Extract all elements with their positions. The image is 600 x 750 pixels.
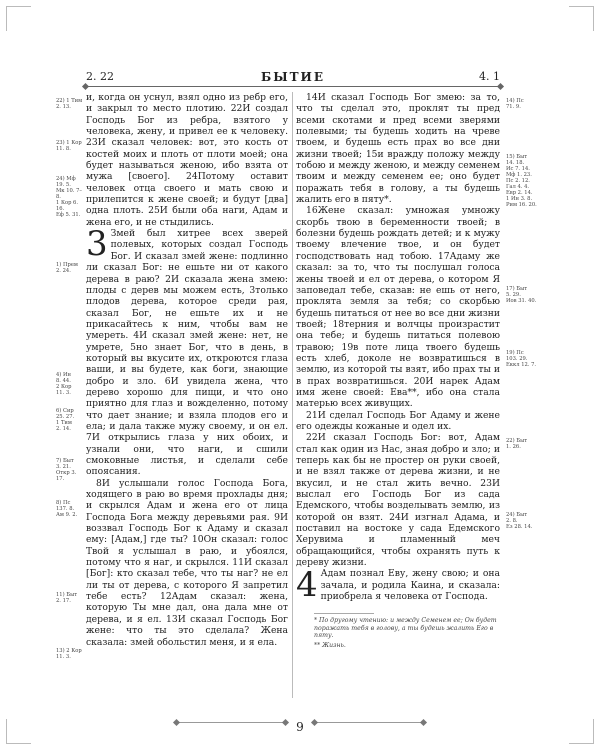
footnote: ** Жизнь. (314, 641, 346, 649)
cross-reference: 19) Пс 103. 29. Еккл 12. 7. (506, 350, 537, 368)
right-text-column (296, 92, 500, 606)
cross-reference: 6) Сир 25. 27. 1 Тим 2. 14. (56, 408, 75, 432)
cross-reference: 13) 2 Кор 11. 3. (56, 648, 82, 660)
left-text-column (86, 92, 288, 648)
footnote: * По другому чтению: и между Семенем ее; Он будет поражать тебя в голову, а ты будешь жалить Его в пяту. (314, 617, 497, 640)
cross-reference: 17) Быт 5. 29. Иов 31. 40. (506, 286, 537, 304)
corner-ornament-top-right (569, 6, 594, 31)
header-rule (86, 86, 500, 87)
footnotes (314, 617, 498, 651)
page-footer (0, 716, 600, 735)
column-divider (292, 92, 293, 698)
cross-reference: 15) Быт 14. 18. Ис 7. 14. Мф 1. 23. Пс 2. 12. Гал 4. 4. Евр 2. 14. 1 Ин 3. 8. Рим 16. 20. (506, 154, 537, 208)
cross-reference: 22) 1 Тим 2. 13. (56, 98, 83, 110)
chapter-paragraph: 4 Адам познал Еву, жену свою; и она зачала, и родила Каина, и сказала: приобрела я человека от Господа. (296, 565, 500, 606)
chapter-paragraph: 3 Змей был хитрее всех зверей полевых, которых создал Господь Бог. И сказал змей жене: подлинно ли сказал Бог: не ешьте ни от какого дерева в раю? 2И сказала жена змею: плоды с дерев мы можем есть, 3только плодов дерева, которое среди рая, сказал Бог, не ешьте их и не прикасайтесь к ним, чтобы вам не умереть. 4И сказал змей жене: нет, не умрете, 5но знает Бог, что в день, в который вы вкусите их, откроются глаза ваши, и вы будете, как боги, знающие добро и зло. 6И увидела жена, что дерево хорошо для пищи, и что оно приятно для глаз и вожделенно, потому что дает знание; и взяла плодов его и ела; и дала также мужу своему, и он ел. 7И открылись глаза у них обоих, и узнали они, что наги, и сшили смоковные листья, и сделали себе опоясания. (86, 224, 288, 478)
chapter-number: 4 (296, 565, 318, 606)
cross-reference: 8) Пс 137. 8. Ам 9. 2. (56, 500, 78, 518)
header-left-ref: 2. 22 (86, 70, 114, 83)
cross-reference: 1) Прем 2. 24. (56, 262, 78, 274)
cross-reference: 11) Быт 2. 17. (56, 592, 78, 604)
verse-paragraph: 14И сказал Господь Бог змею: за то, что ты сделал это, проклят ты пред всеми скотами и пред всеми зверями полевыми; ты будешь ходить на чреве твоем, и будешь есть прах во все дни жизни твоей; 15и вражду положу между тобою и между женою, и между семенем твоим и между семенем ее; оно будет поражать тебя в голову, а ты будешь жалить его в пяту*. (296, 92, 500, 206)
cross-reference: 22) Быт 1. 26. (506, 438, 528, 450)
cross-reference: 24) Мф 19. 5. Мк 10. 7–8. 1 Кор 6. 16. Еф 5. 31. (56, 176, 82, 218)
verse-paragraph: 16Жене сказал: умножая умножу скорбь твою в беременности твоей; в болезни будешь рождать детей; и к мужу твоему влечение твое, и он будет господствовать над тобою. 17Адаму же сказал: за то, что ты послушал голоса жены твоей и ел от дерева, о котором Я заповедал тебе, сказав: не ешь от него, проклята земля за тебя; со скорбью будешь питаться от нее во все дни жизни твоей; 18терния и волчцы произрастит она тебе; и будешь питаться полевою травою; 19в поте лица твоего будешь есть хлеб, доколе не возвратишься в землю, из которой ты взят, ибо прах ты и в прах возвратишься. 20И нарек Адам имя жене своей: Ева**, ибо она стала матерью всех живущих. (296, 205, 500, 410)
cross-reference: 4) Ин 8. 44. 2 Кор 11. 3. (56, 372, 72, 396)
header-right-ref: 4. 1 (479, 70, 500, 83)
verse-paragraph: 22И сказал Господь Бог: вот, Адам стал как один из Нас, зная добро и зло; и теперь как бы не простер он руки своей, и не взял также от дерева жизни, и не вкусил, и не стал жить вечно. 23И выслал его Господь Бог из сада Едемского, чтобы возделывать землю, из которой он взят. 24И изгнал Адама, и поставил на востоке у сада Едемского Херувима и пламенный меч обращающийся, чтобы охранять путь к дереву жизни. (296, 432, 500, 569)
cross-reference: 14) Пс 71. 9. (506, 98, 524, 110)
verse-paragraph: и, когда он уснул, взял одно из ребр его, и закрыл то место плотию. 22И создал Господь Бог из ребра, взятого у человека, жену, и привел ее к человеку. 23И сказал человек: вот, это кость от костей моих и плоть от плоти моей; она будет называться женою, ибо взята от мужа [своего]. 24Потому оставит человек отца своего и мать свою и прилепится к жене своей; и будут [два] одна плоть. 25И были оба наги, Адам и жена его, и не стыдились. (86, 92, 288, 228)
verse-paragraph: 21И сделал Господь Бог Адаму и жене его одежды кожаные и одел их. (296, 409, 500, 432)
chapter-number: 3 (86, 224, 108, 265)
book-title: БЫТИЕ (260, 70, 326, 84)
cross-reference: 24) Быт 2. 8. Ез 28. 14. (506, 512, 533, 530)
cross-reference: 23) 1 Кор 11. 8. (56, 140, 82, 152)
footnote-rule (314, 613, 374, 614)
verse-paragraph: 8И услышали голос Господа Бога, ходящего в раю во время прохлады дня; и скрылся Адам и жена его от лица Господа Бога между деревьями рая. 9И воззвал Господь Бог к Адаму и сказал ему: [Адам,] где ты? 10Он сказал: голос Твой я услышал в раю, и убоялся, потому что я наг, и скрылся. 11И сказал [Бог]: кто сказал тебе, что ты наг? не ел ли ты от дерева, с которого Я запретил тебе есть? 12Адам сказал: жена, которую Ты мне дал, она дала мне от дерева, и я ел. 13И сказал Господь Бог жене: что ты это сделала? Жена сказала: змей обольстил меня, и я ела. (86, 477, 288, 648)
page-number: 9 (296, 720, 304, 734)
corner-ornament-top-left (6, 6, 31, 31)
running-header (86, 70, 500, 88)
cross-reference: 7) Быт 3. 21. Откр 3. 17. (56, 458, 77, 482)
